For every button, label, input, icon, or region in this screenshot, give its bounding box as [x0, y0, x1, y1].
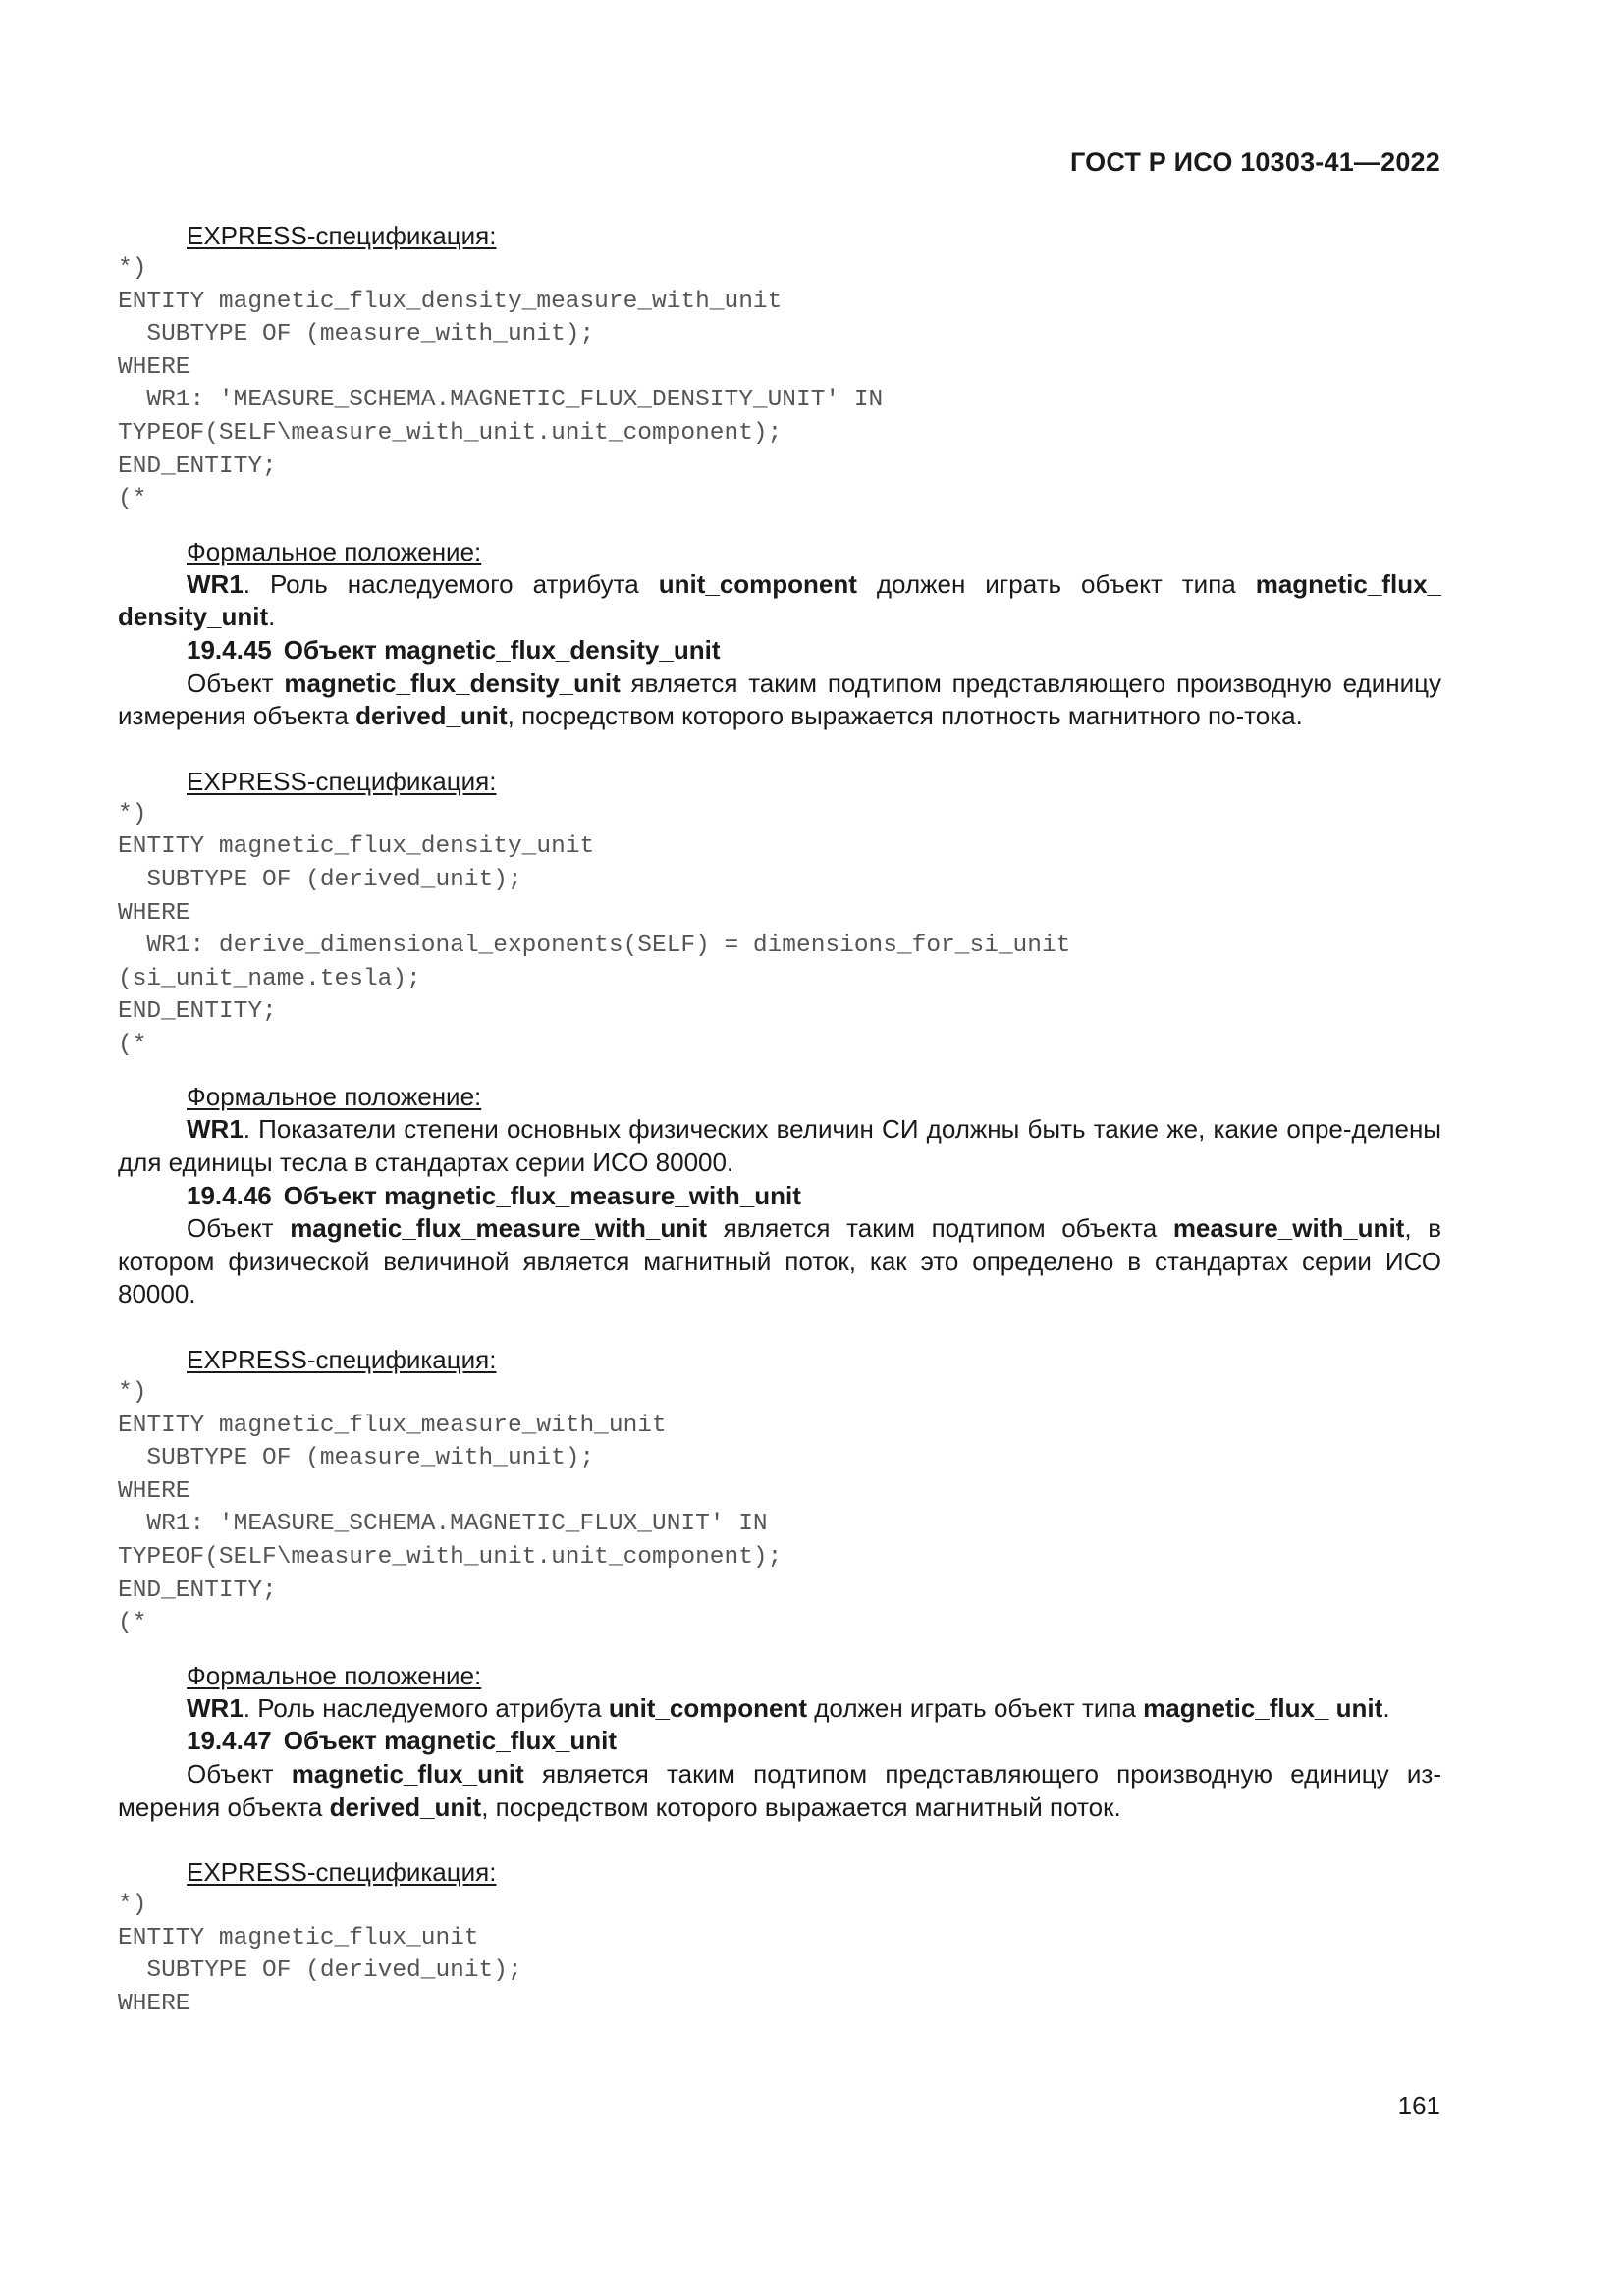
- express-code-block: *) ENTITY magnetic_flux_density_measure_with_unit SUBTYPE OF (measure_with_unit); WHERE WR1: 'MEASURE_SCHEMA.MAGNETIC_FLUX_DENSITY_UNIT' IN TYPEOF(SELF\measure_with_unit.unit_component); END_ENTITY; (*: [118, 255, 884, 513]
- desc-text: Объект: [187, 1758, 292, 1789]
- rule-id: WR1: [187, 568, 244, 599]
- section-number: 19.4.47: [187, 1726, 272, 1756]
- entity-name: magnetic_flux_ unit: [1143, 1692, 1383, 1723]
- section-number: 19.4.46: [187, 1180, 272, 1210]
- express-label: EXPRESS-спецификация:: [187, 221, 497, 250]
- formal-rule: [118, 1113, 1441, 1179]
- rule-text: должен играть объект типа: [856, 568, 1256, 599]
- section-description: [118, 667, 1441, 733]
- rule-text: . Роль наследуемого атрибута: [243, 568, 659, 599]
- desc-text: является таким подтипом представляющего производную единицу из-мерения объекта: [118, 1758, 1441, 1822]
- express-code-block: *) ENTITY magnetic_flux_density_unit SUBTYPE OF (derived_unit); WHERE WR1: derive_dimensional_exponents(SELF) = dimensions_for_si_unit (si_unit_name.tesla); END_ENTITY; (*: [118, 800, 1071, 1058]
- entity-name: derived_unit: [355, 701, 508, 731]
- desc-text: является таким подтипом объекта: [707, 1213, 1173, 1244]
- page-content: [118, 220, 1441, 2021]
- formal-label: Формальное положение:: [187, 1082, 482, 1112]
- entity-name: measure_with_unit: [1172, 1213, 1405, 1244]
- express-code-block: *) ENTITY magnetic_flux_unit SUBTYPE OF (derived_unit); WHERE: [118, 1892, 522, 2017]
- entity-name: derived_unit: [329, 1791, 482, 1822]
- express-code-block: *) ENTITY magnetic_flux_measure_with_unit SUBTYPE OF (measure_with_unit); WHERE WR1: 'MEASURE_SCHEMA.MAGNETIC_FLUX_UNIT' IN TYPEOF(SELF\measure_with_unit.unit_component); END_ENTITY; (*: [118, 1379, 783, 1637]
- rule-text: . Роль наследуемого атрибута: [243, 1692, 609, 1723]
- section-description: [118, 1212, 1441, 1311]
- rule-text: .: [1382, 1692, 1390, 1723]
- section-number: 19.4.45: [187, 634, 272, 665]
- attribute-name: unit_component: [608, 1692, 808, 1723]
- section-description: [118, 1758, 1441, 1824]
- formal-label: Формальное положение:: [187, 536, 482, 566]
- desc-text: , посредством которого выражается плотность магнитного по-тока.: [507, 701, 1303, 731]
- express-label: EXPRESS-спецификация:: [187, 1857, 497, 1888]
- rule-id: WR1: [187, 1692, 244, 1723]
- rule-text: . Показатели степени основных физических величин СИ должны быть такие же, какие опре-делены для единицы тесла в стандартах серии ИСО 80000.: [118, 1114, 1441, 1178]
- rule-id: WR1: [187, 1114, 244, 1145]
- section-heading: [118, 1725, 1441, 1758]
- section-heading: [118, 634, 1441, 667]
- rule-text: должен играть объект типа: [807, 1692, 1144, 1723]
- desc-text: Объект: [187, 1213, 291, 1244]
- desc-text: является таким подтипом представляющего производную единицу измерения объекта: [118, 667, 1442, 731]
- attribute-name: unit_component: [658, 568, 857, 599]
- entity-name: magnetic_flux_density_unit: [284, 667, 621, 698]
- entity-name: magnetic_flux_ density_unit: [118, 568, 1441, 632]
- formal-label: Формальное положение:: [187, 1660, 482, 1690]
- section-title: Объект magnetic_flux_measure_with_unit: [283, 1180, 801, 1210]
- page-number: 161: [1397, 2091, 1440, 2120]
- section-title: Объект magnetic_flux_density_unit: [283, 634, 721, 665]
- entity-name: magnetic_flux_unit: [291, 1758, 524, 1789]
- express-label: EXPRESS-спецификация:: [187, 1345, 497, 1375]
- section-title: Объект magnetic_flux_unit: [283, 1726, 618, 1756]
- formal-rule: [118, 1692, 1441, 1726]
- section-heading: [118, 1180, 1441, 1213]
- entity-name: magnetic_flux_measure_with_unit: [290, 1213, 707, 1244]
- desc-text: , посредством которого выражается магнитный поток.: [481, 1791, 1121, 1822]
- rule-text: .: [268, 602, 276, 632]
- desc-text: , в котором физической величиной является магнитный поток, как это определено в стандартах серии ИСО 80000.: [118, 1213, 1442, 1309]
- document-header: ГОСТ Р ИСО 10303-41—2022: [1070, 147, 1440, 177]
- express-label: EXPRESS-спецификация:: [187, 766, 497, 796]
- desc-text: Объект: [187, 667, 285, 698]
- formal-rule: [118, 568, 1441, 634]
